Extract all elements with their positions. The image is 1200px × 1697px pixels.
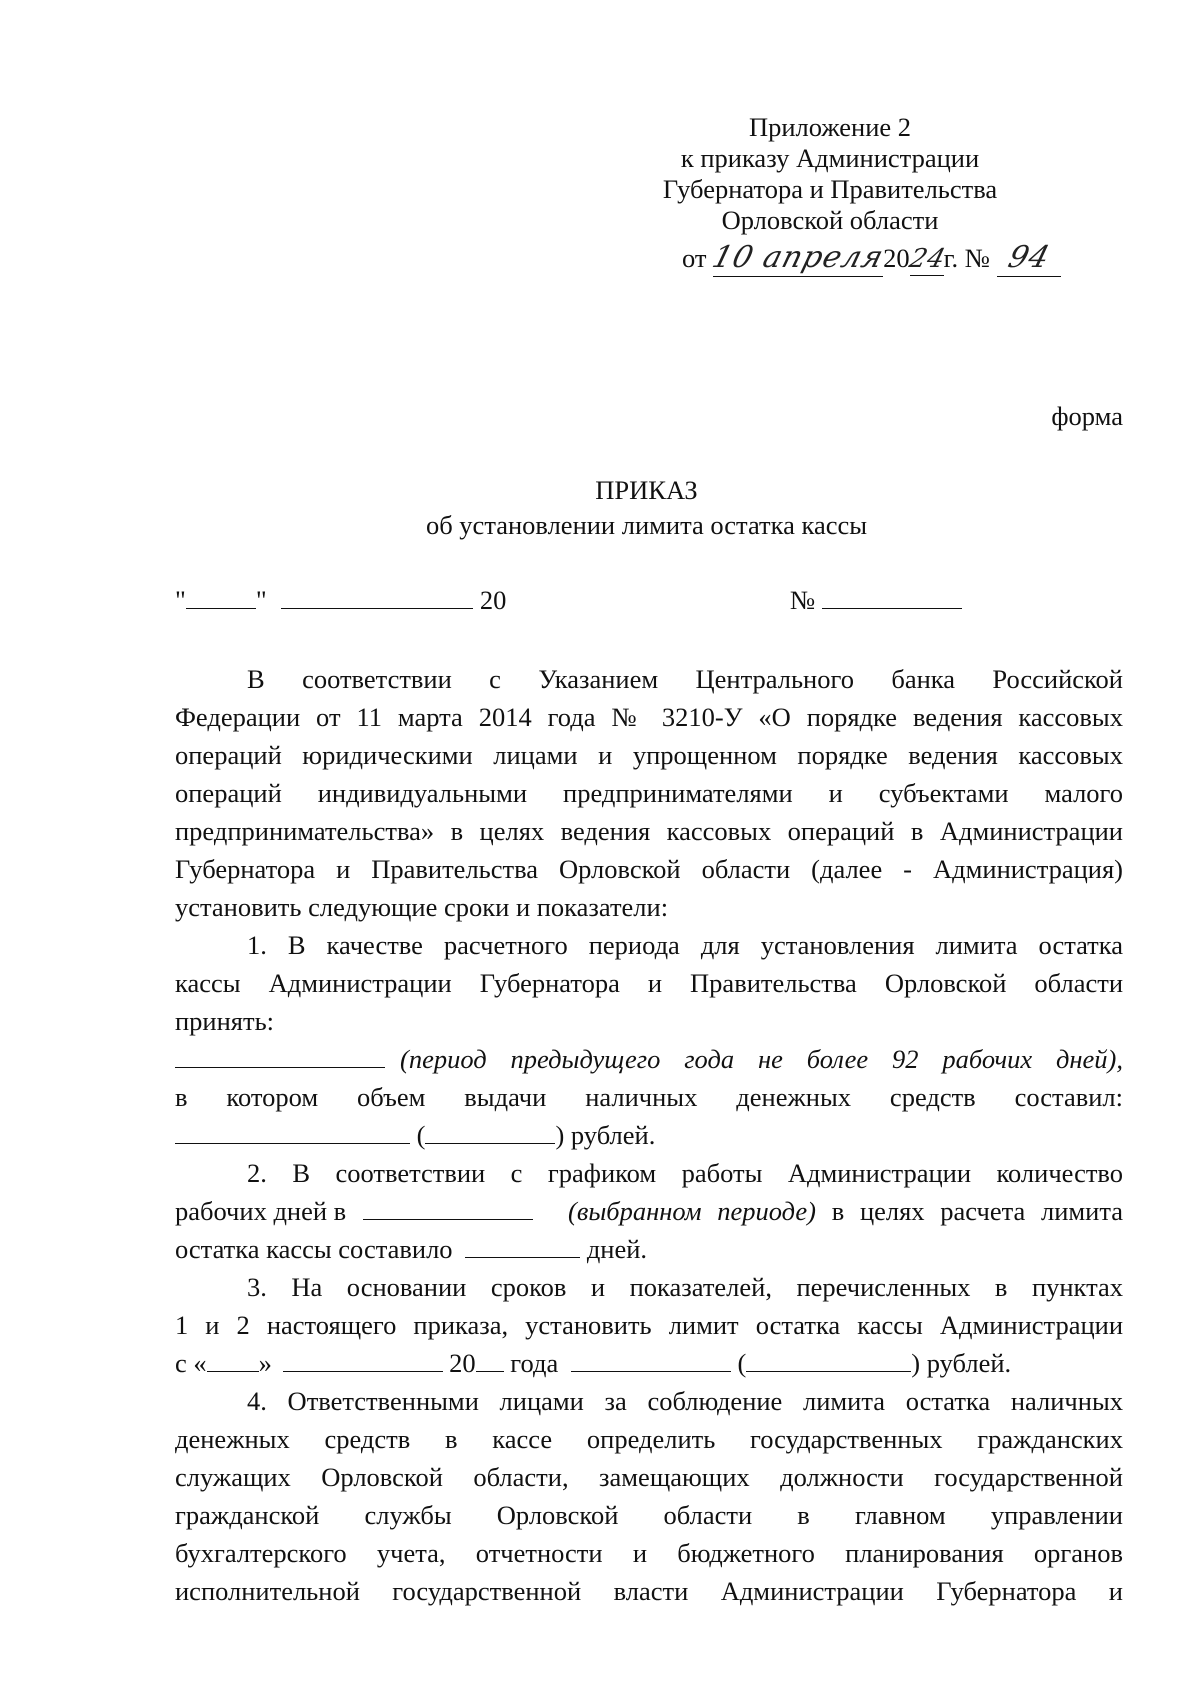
paragraph-2-line-4-italic: (период предыдущего года не более 92 рабочих дней), xyxy=(400,1044,1123,1074)
handwritten-date-field xyxy=(708,240,888,277)
paragraph-1-line-4: операций индивидуальными предпринимателями и субъектами малого xyxy=(175,778,1123,808)
document-title: ПРИКАЗ xyxy=(595,475,698,505)
paragraph-2-line-2: кассы Администрации Губернатора и Правительства Орловской области xyxy=(175,968,1123,998)
paragraph-1-line-2: Федерации от 11 марта 2014 года № 3210-У «О порядке ведения кассовых xyxy=(175,702,1123,732)
paragraph-1-line-3: операций юридическими лицами и упрощенном порядке ведения кассовых xyxy=(175,740,1123,770)
paragraph-4-line-2: 1 и 2 настоящего приказа, установить лимит остатка кассы Администрации xyxy=(175,1310,1123,1340)
paragraph-2-line-3: принять: xyxy=(175,1006,275,1036)
day-blank xyxy=(186,586,256,609)
amount-digits-blank xyxy=(175,1121,410,1144)
workdays-period-blank xyxy=(363,1197,533,1220)
paragraph-3-line-3-text: остатка кассы составило xyxy=(175,1234,453,1264)
paragraph-1-line-7: установить следующие сроки и показатели: xyxy=(175,892,669,922)
period-blank xyxy=(175,1045,385,1068)
amount-paren-open: ( xyxy=(416,1120,426,1150)
paragraph-3-line-1: 2. В соответствии с графиком работы Администрации количество xyxy=(247,1158,1123,1188)
paragraph-5-line-1: 4. Ответственными лицами за соблюдение лимита остатка наличных xyxy=(247,1386,1123,1416)
paragraph-3-line-2-text: рабочих дней в xyxy=(175,1196,347,1226)
paragraph-3-line-2-start xyxy=(175,1196,533,1228)
appendix-line-1: Приложение 2 xyxy=(748,112,912,142)
workdays-count-blank xyxy=(465,1235,580,1258)
limit-date-quote-open: с « xyxy=(175,1348,207,1378)
limit-amount-words-blank xyxy=(746,1349,911,1372)
year-prefix: 20 xyxy=(883,243,910,273)
limit-year-label: 20 xyxy=(449,1348,476,1378)
paragraph-5-line-5: бухгалтерского учета, отчетности и бюджетного планирования органов xyxy=(175,1538,1123,1568)
paragraph-2-line-5: в котором объем выдачи наличных денежных средств составил: xyxy=(175,1082,1123,1112)
paragraph-2-line-1: 1. В качестве расчетного периода для установления лимита остатка xyxy=(247,930,1123,960)
limit-month-blank xyxy=(283,1349,443,1372)
paragraph-2-line-6 xyxy=(175,1120,655,1152)
paragraph-4-line-3 xyxy=(175,1348,1011,1380)
limit-day-blank xyxy=(207,1349,259,1372)
paragraph-4-line-1: 3. На основании сроков и показателей, перечисленных в пунктах xyxy=(247,1272,1123,1302)
appendix-line-3: Губернатора и Правительства xyxy=(662,174,998,204)
paragraph-5-line-3: служащих Орловской области, замещающих должности государственной xyxy=(175,1462,1123,1492)
year-label: 20 xyxy=(479,585,507,615)
limit-amount-paren-close: ) рублей. xyxy=(911,1348,1012,1378)
handwritten-year: 24 xyxy=(905,244,949,274)
appendix-line-4: Орловской области xyxy=(721,205,939,235)
handwritten-year-field xyxy=(905,243,949,276)
amount-words-blank xyxy=(425,1121,555,1144)
paragraph-3-line-3 xyxy=(175,1234,647,1266)
quote-open: " xyxy=(175,585,186,615)
limit-amount-digits-blank xyxy=(571,1349,731,1372)
handwritten-number-field xyxy=(997,240,1061,277)
paragraph-3-line-2-italic: (выбранном периоде) xyxy=(568,1196,816,1226)
paragraph-2-line-4 xyxy=(175,1044,385,1076)
paragraph-3-line-2-rest xyxy=(568,1196,1123,1228)
form-label: форма xyxy=(1051,401,1123,431)
paragraph-1-line-5: предпринимательства» в целях ведения кассовых операций в Администрации xyxy=(175,816,1123,846)
amount-paren-close: ) рублей. xyxy=(555,1120,656,1150)
order-number-blank xyxy=(822,586,962,609)
handwritten-number: 94 xyxy=(1004,240,1054,275)
paragraph-5-line-6: исполнительной государственной власти Администрации Губернатора и xyxy=(175,1576,1123,1606)
handwritten-date: 10 апреля xyxy=(708,240,888,275)
quote-close: " xyxy=(255,585,267,615)
order-number-line xyxy=(790,585,962,617)
document-subtitle: об установлении лимита остатка кассы xyxy=(425,510,868,540)
paragraph-1-line-1: В соответствии с Указанием Центрального банка Российской xyxy=(247,664,1123,694)
limit-year-blank xyxy=(476,1349,504,1372)
limit-date-quote-close: » xyxy=(258,1348,272,1378)
appendix-date-line xyxy=(682,240,1061,277)
paragraph-5-line-2: денежных средств в кассе определить государственных гражданских xyxy=(175,1424,1123,1454)
paragraph-3-line-3-tail: дней. xyxy=(586,1234,648,1264)
limit-year-word: года xyxy=(510,1348,559,1378)
paragraph-3-line-2-tail: в целях расчета лимита xyxy=(831,1196,1123,1226)
order-date-line xyxy=(175,585,506,617)
month-blank xyxy=(281,586,473,609)
order-number-label: № xyxy=(790,585,816,615)
appendix-line-2: к приказу Администрации xyxy=(680,143,980,173)
number-label: г. № xyxy=(943,243,991,273)
date-prefix: от xyxy=(682,243,707,273)
paragraph-1-line-6: Губернатора и Правительства Орловской области (далее - Администрация) xyxy=(175,854,1123,884)
limit-amount-paren-open: ( xyxy=(737,1348,747,1378)
paragraph-5-line-4: гражданской службы Орловской области в главном управлении xyxy=(175,1500,1123,1530)
